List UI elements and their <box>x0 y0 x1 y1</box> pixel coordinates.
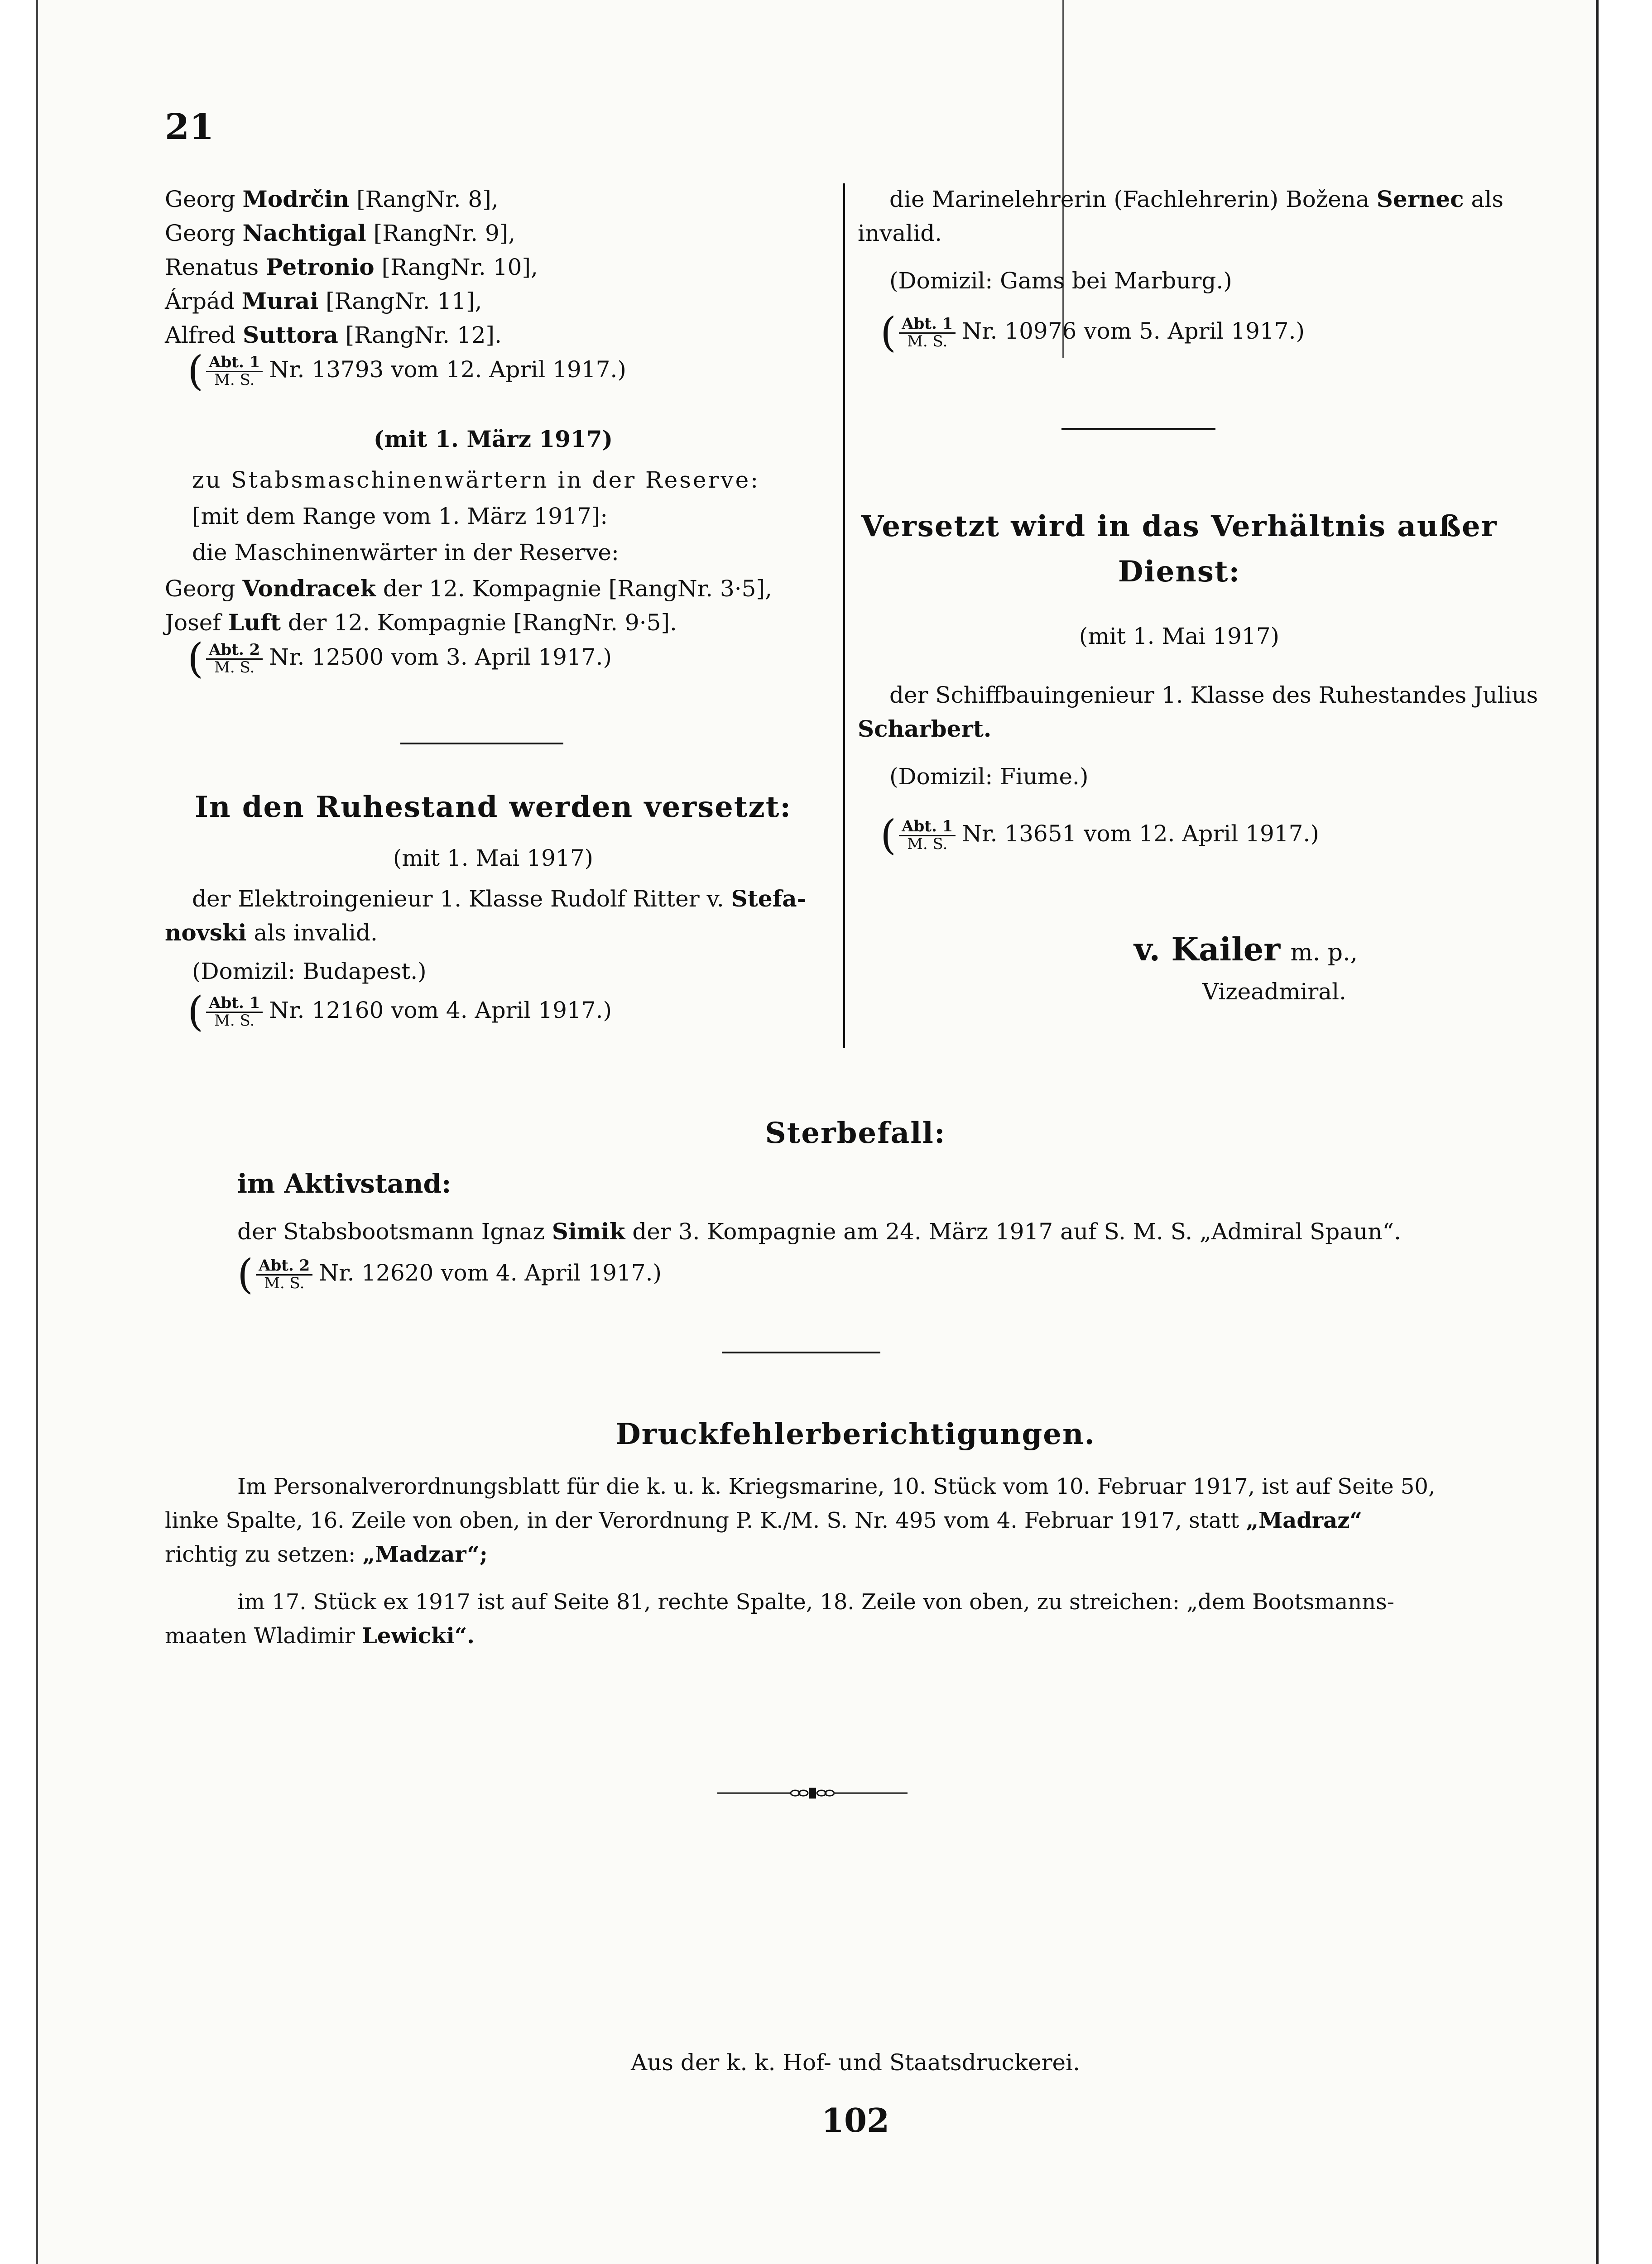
column-divider <box>843 183 845 1048</box>
retirement-line: novski als invalid. <box>165 919 378 946</box>
reference-note: ( Abt. 1 M. S. Nr. 13793 vom 12. April 1917.) <box>187 347 626 395</box>
death-subheading: im Aktivstand: <box>237 1168 451 1199</box>
promotion-line: zu Stabsmaschinenwärtern in der Reserve: <box>192 467 760 493</box>
errata-heading: Druckfehlerberichtigungen. <box>615 1417 1095 1451</box>
reference-note: ( Abt. 1 M. S. Nr. 12160 vom 4. April 1917.) <box>187 988 612 1036</box>
death-heading: Sterbefall: <box>765 1116 946 1150</box>
errata-line: im 17. Stück ex 1917 ist auf Seite 81, rechte Spalte, 18. Zeile von oben, zu streichen: „dem Bootsmanns- <box>237 1589 1394 1615</box>
death-line: der Stabsbootsmann Ignaz Simik der 3. Kompagnie am 24. März 1917 auf S. M. S. „Admiral Spaun“. <box>237 1218 1401 1245</box>
document-page <box>36 0 1599 2264</box>
retirement-line: der Elektroingenieur 1. Klasse Rudolf Ritter v. Stefa- <box>192 885 807 912</box>
name-entry: Georg Nachtigal [RangNr. 9], <box>165 220 516 246</box>
section-rule <box>400 743 563 744</box>
name-entry: Árpád Murai [RangNr. 11], <box>165 288 482 314</box>
teacher-line: invalid. <box>858 220 942 246</box>
transfer-heading: Versetzt wird in das Verhältnis außer <box>861 509 1498 543</box>
page-fold <box>1062 0 1064 358</box>
signature: v. Kailer m. p., <box>1134 931 1358 968</box>
scan-margin <box>1598 0 1652 2264</box>
section-rule <box>1061 428 1215 430</box>
name-entry: Alfred Suttora [RangNr. 12]. <box>165 321 502 348</box>
machinist-entry: Josef Luft der 12. Kompagnie [RangNr. 9·5]. <box>165 609 677 636</box>
transfer-date: (mit 1. Mai 1917) <box>1079 623 1280 649</box>
ornament-divider <box>717 1784 908 1802</box>
machinist-line: die Maschinenwärter in der Reserve: <box>192 539 619 566</box>
sheet-number: 102 <box>821 2101 890 2139</box>
transfer-heading: Dienst: <box>1118 555 1241 589</box>
section-rule <box>722 1352 880 1353</box>
errata-line: richtig zu setzen: „Madzar“; <box>165 1542 488 1567</box>
name-entry: Renatus Petronio [RangNr. 10], <box>165 254 538 280</box>
teacher-line: die Marinelehrerin (Fachlehrerin) Božena Sernec als <box>889 186 1503 212</box>
reference-note: ( Abt. 2 M. S. Nr. 12500 vom 3. April 1917.) <box>187 635 612 682</box>
printer-line: Aus der k. k. Hof- und Staatsdruckerei. <box>630 2049 1081 2076</box>
transfer-name: Scharbert. <box>858 715 992 742</box>
teacher-domicile: (Domizil: Gams bei Marburg.) <box>889 268 1232 294</box>
signature-title: Vizeadmiral. <box>1202 979 1346 1005</box>
retirement-date: (mit 1. Mai 1917) <box>393 845 594 871</box>
reference-note: ( Abt. 2 M. S. Nr. 12620 vom 4. April 1917.) <box>237 1251 662 1298</box>
retirement-heading: In den Ruhestand werden versetzt: <box>195 790 792 824</box>
name-entry: Georg Modrčin [RangNr. 8], <box>165 186 499 212</box>
machinist-entry: Georg Vondracek der 12. Kompagnie [RangNr. 3·5], <box>165 575 772 602</box>
reference-note: ( Abt. 1 M. S. Nr. 10976 vom 5. April 1917.) <box>880 309 1305 356</box>
retirement-domicile: (Domizil: Budapest.) <box>192 958 427 984</box>
page-number: 21 <box>165 106 214 148</box>
rank-date-line: [mit dem Range vom 1. März 1917]: <box>192 503 608 529</box>
transfer-line: der Schiffbauingenieur 1. Klasse des Ruhestandes Julius <box>889 682 1538 708</box>
reference-note: ( Abt. 1 M. S. Nr. 13651 vom 12. April 1917.) <box>880 811 1319 859</box>
transfer-domicile: (Domizil: Fiume.) <box>889 763 1089 790</box>
errata-line: Im Personalverordnungsblatt für die k. u. k. Kriegsmarine, 10. Stück vom 10. Februar 1917, ist auf Seite 50, <box>237 1474 1436 1499</box>
date-note: (mit 1. März 1917) <box>373 426 613 452</box>
errata-line: maaten Wladimir Lewicki“. <box>165 1623 475 1649</box>
errata-line: linke Spalte, 16. Zeile von oben, in der Verordnung P. K./M. S. Nr. 495 vom 4. Februar 1917, statt „Madraz“ <box>165 1508 1363 1533</box>
